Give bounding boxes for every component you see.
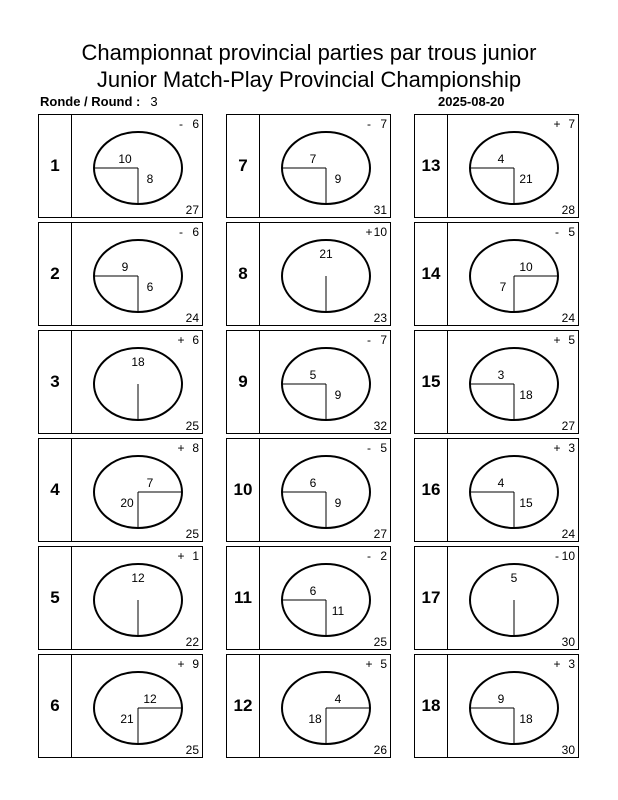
diff-sign: + [177, 549, 185, 563]
value-a: 4 [334, 692, 342, 706]
hole-diagram [227, 439, 392, 543]
hole-number: 8 [227, 223, 260, 325]
value-b: 18 [519, 712, 533, 726]
hole-card-12 [226, 654, 391, 758]
hole-diagram [227, 547, 392, 651]
hole-diagram [227, 655, 392, 759]
value-a: 6 [309, 476, 317, 490]
total-value: 25 [185, 419, 199, 433]
diff-value: 3 [568, 657, 575, 671]
value-b: 9 [334, 388, 342, 402]
hole-card-18 [414, 654, 579, 758]
value-b: 20 [120, 496, 134, 510]
value-b: 18 [308, 712, 322, 726]
total-value: 25 [373, 635, 387, 649]
diff-value: 3 [568, 441, 575, 455]
value-b: 9 [334, 496, 342, 510]
total-value: 24 [561, 527, 575, 541]
hole-diagram [415, 547, 580, 651]
hole-diagram [415, 439, 580, 543]
diff-value: 5 [568, 333, 575, 347]
round-label: Ronde / Round : [40, 94, 141, 109]
hole-number: 4 [39, 439, 72, 541]
hole-card-4 [38, 438, 203, 542]
value-a: 10 [519, 260, 533, 274]
hole-diagram [39, 223, 204, 327]
value-b: 11 [331, 604, 345, 618]
diff-sign: - [179, 225, 183, 239]
value-b: 18 [519, 388, 533, 402]
hole-card-7 [226, 114, 391, 218]
hole-card-13 [414, 114, 579, 218]
hole-number: 18 [415, 655, 448, 757]
hole-number: 9 [227, 331, 260, 433]
total-value: 27 [373, 527, 387, 541]
hole-number: 6 [39, 655, 72, 757]
diff-sign: - [367, 549, 371, 563]
diff-value: 6 [192, 225, 199, 239]
total-value: 31 [373, 203, 387, 217]
hole-card-6 [38, 654, 203, 758]
hole-card-15 [414, 330, 579, 434]
hole-number: 2 [39, 223, 72, 325]
total-value: 30 [561, 743, 575, 757]
value-b: 7 [499, 280, 507, 294]
diff-sign: + [553, 657, 561, 671]
value-a: 12 [143, 692, 157, 706]
hole-card-3 [38, 330, 203, 434]
value-a: 7 [146, 476, 154, 490]
hole-diagram [39, 439, 204, 543]
title-english: Junior Match-Play Provincial Championship [96, 67, 522, 92]
value-a: 5 [510, 571, 518, 585]
total-value: 28 [561, 203, 575, 217]
value-b: 9 [334, 172, 342, 186]
hole-number: 5 [39, 547, 72, 649]
hole-number: 1 [39, 115, 72, 217]
diff-value: 7 [380, 333, 387, 347]
round-info [40, 94, 158, 109]
hole-number: 17 [415, 547, 448, 649]
value-a: 5 [309, 368, 317, 382]
value-a: 4 [497, 152, 505, 166]
diff-value: 7 [380, 117, 387, 131]
hole-number: 15 [415, 331, 448, 433]
diff-sign: + [177, 441, 185, 455]
hole-card-8 [226, 222, 391, 326]
hole-number: 11 [227, 547, 260, 649]
hole-card-2 [38, 222, 203, 326]
hole-number: 7 [227, 115, 260, 217]
diff-sign: + [553, 333, 561, 347]
diff-sign: - [179, 117, 183, 131]
diff-sign: + [553, 441, 561, 455]
date: 2025-08-20 [438, 94, 505, 109]
value-b: 6 [146, 280, 154, 294]
diff-sign: - [367, 333, 371, 347]
hole-diagram [39, 115, 204, 219]
value-b: 21 [519, 172, 533, 186]
diff-sign: + [365, 657, 373, 671]
round-value: 3 [150, 94, 158, 109]
diff-value: 5 [380, 441, 387, 455]
diff-value: 5 [380, 657, 387, 671]
hole-diagram [39, 331, 204, 435]
diff-value: 10 [373, 225, 387, 239]
hole-diagram [227, 331, 392, 435]
hole-number: 14 [415, 223, 448, 325]
diff-sign: - [367, 117, 371, 131]
diff-value: 9 [192, 657, 199, 671]
value-a: 3 [497, 368, 505, 382]
value-a: 21 [319, 247, 333, 261]
total-value: 32 [373, 419, 387, 433]
total-value: 26 [373, 743, 387, 757]
hole-number: 3 [39, 331, 72, 433]
hole-card-1 [38, 114, 203, 218]
hole-card-16 [414, 438, 579, 542]
total-value: 25 [185, 527, 199, 541]
value-a: 10 [118, 152, 132, 166]
diff-sign: - [555, 549, 559, 563]
diff-value: 7 [568, 117, 575, 131]
hole-number: 12 [227, 655, 260, 757]
diff-value: 2 [380, 549, 387, 563]
hole-card-17 [414, 546, 579, 650]
hole-card-5 [38, 546, 203, 650]
value-a: 7 [309, 152, 317, 166]
total-value: 23 [373, 311, 387, 325]
hole-card-14 [414, 222, 579, 326]
diff-value: 5 [568, 225, 575, 239]
value-a: 12 [131, 571, 145, 585]
hole-number: 10 [227, 439, 260, 541]
total-value: 27 [185, 203, 199, 217]
diff-sign: + [177, 657, 185, 671]
value-a: 9 [121, 260, 129, 274]
diff-sign: + [553, 117, 561, 131]
hole-diagram [415, 655, 580, 759]
diff-sign: - [555, 225, 559, 239]
hole-diagram [227, 115, 392, 219]
value-a: 18 [131, 355, 145, 369]
diff-value: 1 [192, 549, 199, 563]
value-a: 6 [309, 584, 317, 598]
diff-sign: + [177, 333, 185, 347]
total-value: 24 [561, 311, 575, 325]
hole-number: 13 [415, 115, 448, 217]
title-french: Championnat provincial parties par trous junior [81, 40, 537, 65]
value-b: 15 [519, 496, 533, 510]
total-value: 22 [185, 635, 199, 649]
hole-diagram [227, 223, 392, 327]
diff-value: 8 [192, 441, 199, 455]
hole-diagram [39, 655, 204, 759]
hole-card-10 [226, 438, 391, 542]
diff-sign: - [367, 441, 371, 455]
diff-value: 6 [192, 333, 199, 347]
value-a: 4 [497, 476, 505, 490]
hole-card-9 [226, 330, 391, 434]
diff-value: 6 [192, 117, 199, 131]
hole-number: 16 [415, 439, 448, 541]
diff-sign: + [365, 225, 373, 239]
total-value: 25 [185, 743, 199, 757]
total-value: 30 [561, 635, 575, 649]
value-b: 8 [146, 172, 154, 186]
hole-diagram [415, 223, 580, 327]
diff-value: 10 [561, 549, 575, 563]
total-value: 24 [185, 311, 199, 325]
value-a: 9 [497, 692, 505, 706]
hole-diagram [415, 331, 580, 435]
hole-diagram [415, 115, 580, 219]
value-b: 21 [120, 712, 134, 726]
total-value: 27 [561, 419, 575, 433]
hole-diagram [39, 547, 204, 651]
hole-card-11 [226, 546, 391, 650]
